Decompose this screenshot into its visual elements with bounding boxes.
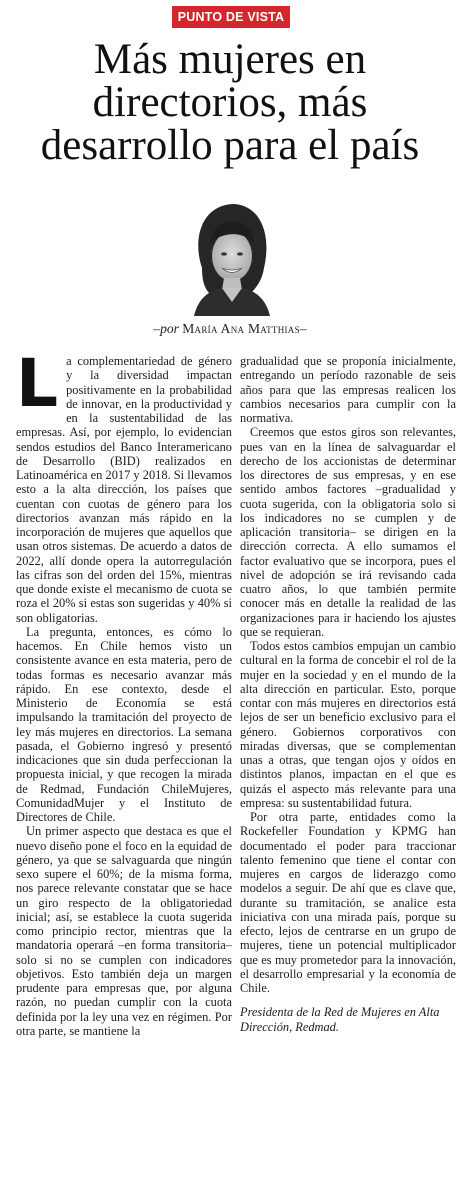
title-line-3: desarrollo para el país [40, 122, 420, 169]
byline-suffix: – [299, 321, 307, 336]
paragraph [16, 345, 232, 625]
author-signature: Presidenta de la Red de Mujeres en Alta Dirección, Redmad. [240, 1005, 440, 1034]
author-name: María Ana Matthias [182, 321, 300, 336]
byline [0, 321, 460, 337]
byline-prefix: –por [153, 321, 183, 336]
paragraph: Un primer aspecto que destaca es que el nuevo diseño pone el foco en la equidad de género, ya que se salvaguarda que ningún sexo supere el 60%; de la misma forma, nos parece relevante constatar que se hace un giro respecto de la obligatoriedad inicial; así, se establece la cuota sugerida como principio rector, mientras que la mandatoria operará –en forma transitoria– solo si no se cumplen con indicadores objetivos. Esto también deja un margen prudente para empresas que, por alguna razón, no puedan cumplir con la cuota definida por la ley una vez en régimen. Por otra parte, se mantiene la [16, 824, 232, 1038]
paragraph-text: a complementariedad de género y la diversidad impactan positivamente en la probabilidad de innovar, en la productividad y en la sustentabilidad de las empresas. Así, por ejemplo, lo evidencian sendos estudios del Banco Interamericano de Desarrollo (BID) realizados en Latinoamérica en 2017 y 2018. Si llevamos esto a la alta dirección, los países que cuentan con cuotas de género para los directorios avanzan más rápido en la incorporación de mujeres que aquellos que usan otros sistemas. De acuerdo a datos de 2022, allí donde opera la autorregulación las cifras son del orden del 15%, mientras que donde existe el mecanismo de cuota se roza el 20% si estas son sugeridas y 40% si son obligatorias. [16, 354, 232, 625]
article-column-right [240, 354, 456, 1034]
drop-cap: L [16, 345, 59, 422]
title-line-2: directorios, más [92, 79, 368, 126]
paragraph: gradualidad que se proponía inicialmente, entregando un período razonable de seis años para que las empresas realicen los cambios necesarios para cumplir con la normativa. [240, 354, 456, 425]
article-title [10, 38, 450, 167]
author-portrait [188, 198, 274, 316]
paragraph: La pregunta, entonces, es cómo lo hacemos. En Chile hemos visto un consistente avance en esta materia, pero de todas formas es necesario avanzar más rápido. En ese contexto, desde el Ministerio de Economía se está impulsando la tramitación del proyecto de ley más mujeres en directorios. La semana pasada, el Gobierno ingresó y presentó indicaciones que sin duda perfeccionan la propuesta inicial, y que recogen la mirada de Redmad, Fundación ChileMujeres, ComunidadMujer y el Instituto de Directores de Chile. [16, 624, 232, 824]
article-column-left [16, 345, 232, 1038]
title-line-1: Más mujeres en [93, 36, 367, 83]
section-label: PUNTO DE VISTA [172, 6, 290, 28]
paragraph: Todos estos cambios empujan un cambio cultural en la forma de concebir el rol de la mujer en la sociedad y en el mundo de la alta dirección en particular. Esto, porque contar con más mujeres en directorios está lejos de ser un beneficio exclusivo para el género. Gobiernos corporativos con miradas diversas, que se complementan unas a otras, que tengan ojos y oídos en distintos planos, impactan en el que es quizás el aspecto más relevante para una empresa: su sustentabilidad futura. [240, 639, 456, 810]
paragraph: Creemos que estos giros son relevantes, pues van en la línea de salvaguardar el derecho de los accionistas de determinar los directores de sus empresas, y en ese sentido ambos factores –gradualidad y cuota sugerida, con la obligatoria solo si los indicadores no se cumplen y de aplicación transitoria– se dirigen en la dirección correcta. A ello sumamos el factor evaluativo que se incorpora, pues el nivel de adopción se irá revisando cada cuatro años, lo que también permite conocer más en detalle la realidad de las organizaciones para ir haciendo los ajustes que se requieran. [240, 425, 456, 639]
paragraph: Por otra parte, entidades como la Rockefeller Foundation y KPMG han documentado el poder para traccionar talento femenino que tiene el contar con mujeres en cargos de liderazgo como modelos a seguir. De ahí que es clave que, durante su tramitación, se analice esta iniciativa con una mirada país, porque su efecto, lejos de centrarse en un grupo de mujeres, tiene un potencial multiplicador que es muy prometedor para la innovación, el desarrollo empresarial y la economía de Chile. [240, 810, 456, 995]
